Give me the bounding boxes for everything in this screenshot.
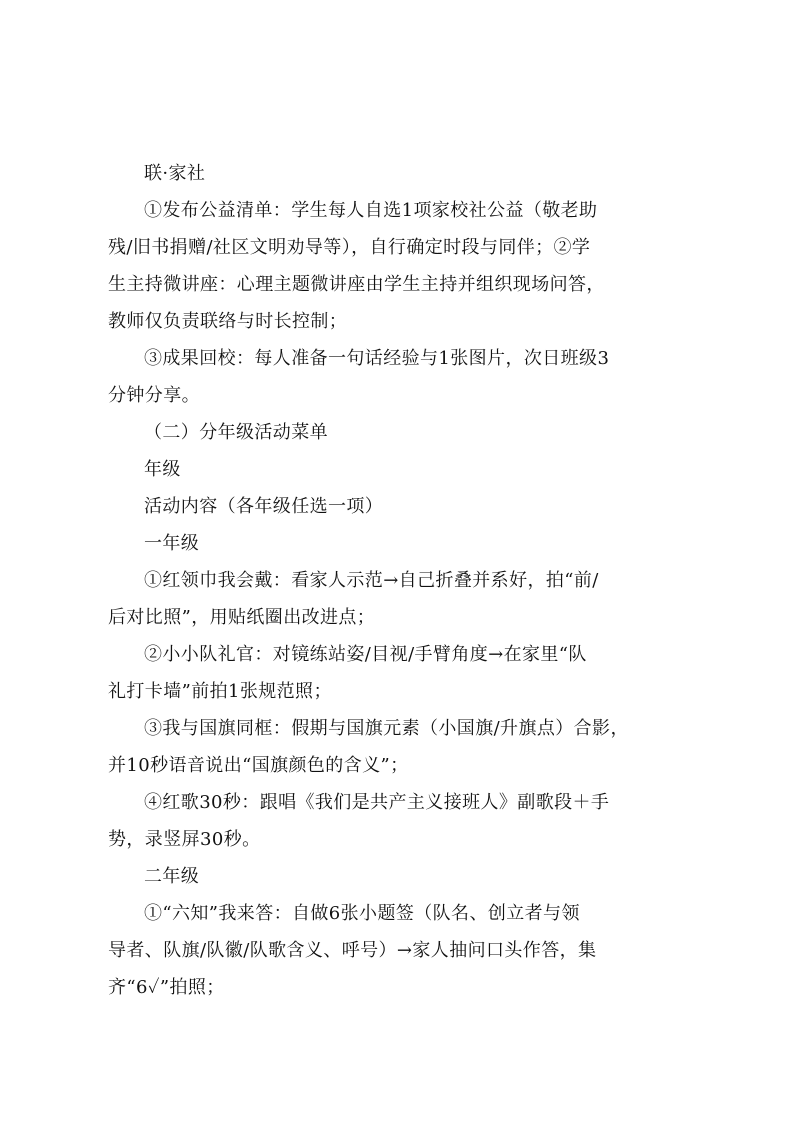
table-header-content: 活动内容（各年级任选一项） xyxy=(144,496,384,517)
paragraph-line: 齐“6✓”拍照； xyxy=(108,977,225,998)
paragraph-line: ①“六知”我来答：自做6张小题签（队名、创立者与领 xyxy=(144,903,580,924)
grade-label: 一年级 xyxy=(144,533,200,554)
table-header-grade: 年级 xyxy=(144,459,181,480)
paragraph-line: ③成果回校：每人准备一句话经验与1张图片，次日班级3 xyxy=(144,348,610,369)
section-heading: （二）分年级活动菜单 xyxy=(144,422,328,443)
paragraph-line: 残/旧书捐赠/社区文明劝导等），自行确定时段与同伴；②学 xyxy=(108,237,591,258)
paragraph-line: 后对比照”，用贴纸圈出改进点； xyxy=(108,607,376,628)
paragraph-line: ①红领巾我会戴：看家人示范→自己折叠并系好，拍“前/ xyxy=(144,570,599,591)
document-body xyxy=(108,155,692,1006)
paragraph-line: 礼打卡墙”前拍1张规范照； xyxy=(108,681,332,702)
grade-label: 二年级 xyxy=(144,866,200,887)
paragraph-line: 势，录竖屏30秒。 xyxy=(108,829,261,850)
paragraph-line: ①发布公益清单：学生每人自选1项家校社公益（敬老助 xyxy=(144,200,598,221)
paragraph-line: 导者、队旗/队徽/队歌含义、呼号）→家人抽问口头作答，集 xyxy=(108,940,597,961)
paragraph-line: 并10秒语音说出“国旗颜色的含义”； xyxy=(108,755,409,776)
paragraph-line: ②小小队礼官：对镜练站姿/目视/手臂角度→在家里“队 xyxy=(144,644,587,665)
paragraph-line: 教师仅负责联络与时长控制； xyxy=(108,311,348,332)
paragraph-line: 分钟分享。 xyxy=(108,385,200,406)
paragraph-line: ③我与国旗同框：假期与国旗元素（小国旗/升旗点）合影， xyxy=(144,718,629,739)
paragraph-line: ④红歌30秒：跟唱《我们是共产主义接班人》副歌段＋手 xyxy=(144,792,610,813)
paragraph-line: 生主持微讲座：心理主题微讲座由学生主持并组织现场问答， xyxy=(108,274,605,295)
paragraph-line: 联·家社 xyxy=(144,163,206,184)
